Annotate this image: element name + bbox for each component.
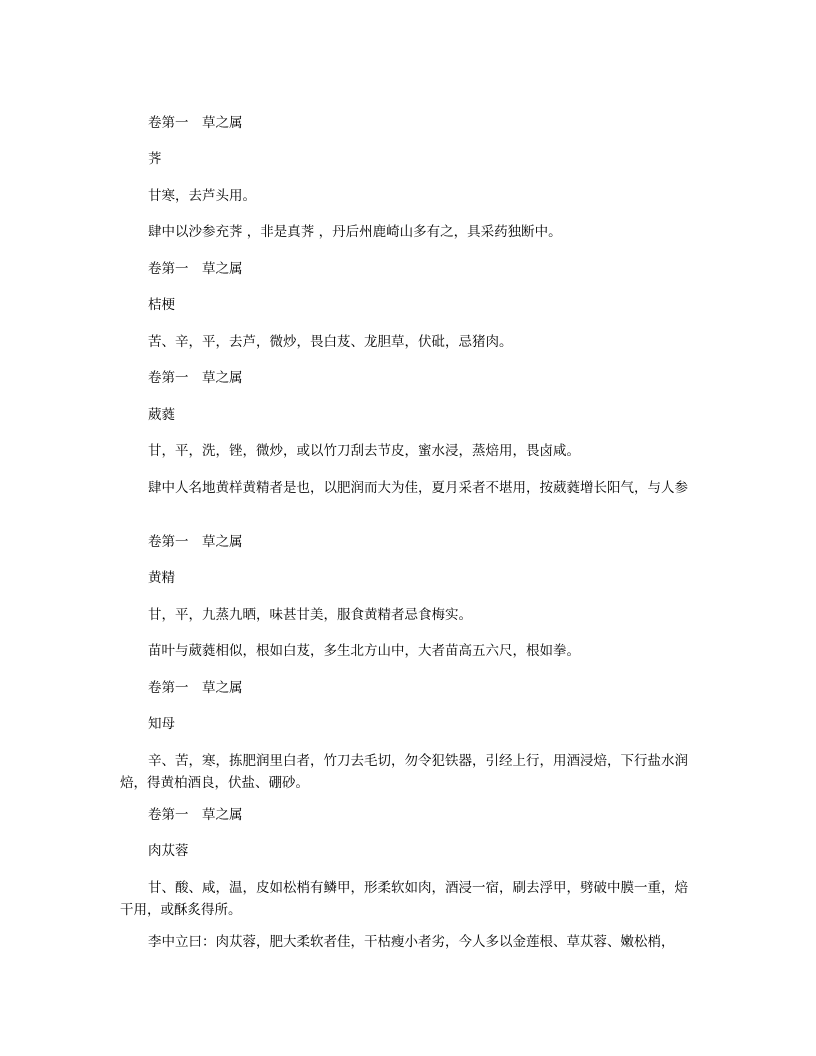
paragraph: 苦、辛，平，去芦，微炒，畏白芨、龙胆草，伏砒，忌猪肉。 [148, 334, 513, 350]
paragraph: 甘，平，九蒸九晒，味甚甘美，服食黄精者忌食梅实。 [148, 607, 472, 623]
paragraph: 肆中人名地黄样黄精者是也，以肥润而大为佳，夏月采者不堪用，按葳蕤增长阳气，与人参 [148, 480, 688, 496]
herb-title: 肉苁蓉 [148, 843, 189, 859]
paragraph: 李中立曰：肉苁蓉，肥大柔软者佳，干枯瘦小者劣，今人多以金莲根、草苁蓉、嫩松梢， [148, 934, 675, 950]
paragraph: 辛、苦，寒，拣肥润里白者，竹刀去毛切，勿令犯铁器，引经上行，用酒浸焙，下行盐水润焙，得黄柏酒良，伏盐、硼砂。 [120, 753, 688, 791]
paragraph: 甘寒，去芦头用。 [148, 188, 256, 204]
herb-title: 知母 [148, 716, 175, 732]
section-header: 卷第一 草之属 [148, 680, 243, 696]
section-header: 卷第一 草之属 [148, 370, 243, 386]
section-header: 卷第一 草之属 [148, 807, 243, 823]
section-header: 卷第一 草之属 [148, 261, 243, 277]
paragraph: 甘，平，洗，锉，微炒，或以竹刀刮去节皮，蜜水浸，蒸焙用，畏卤咸。 [148, 443, 580, 459]
herb-title: 荠 [148, 151, 162, 167]
section-header: 卷第一 草之属 [148, 115, 243, 131]
paragraph: 肆中以沙参充荠 ，非是真荠 ，丹后州鹿崎山多有之，具采药独断中。 [148, 224, 562, 240]
herb-title: 桔梗 [148, 297, 175, 313]
paragraph: 苗叶与葳蕤相似，根如白芨，多生北方山中，大者苗高五六尺，根如拳。 [148, 643, 580, 659]
herb-title: 葳蕤 [148, 407, 175, 423]
paragraph: 甘、酸、咸，温，皮如松梢有鳞甲，形柔软如肉，酒浸一宿，刷去浮甲，劈破中膜一重，焙干用，或酥炙得所。 [120, 880, 688, 918]
section-header: 卷第一 草之属 [148, 534, 243, 550]
herb-title: 黄精 [148, 570, 175, 586]
